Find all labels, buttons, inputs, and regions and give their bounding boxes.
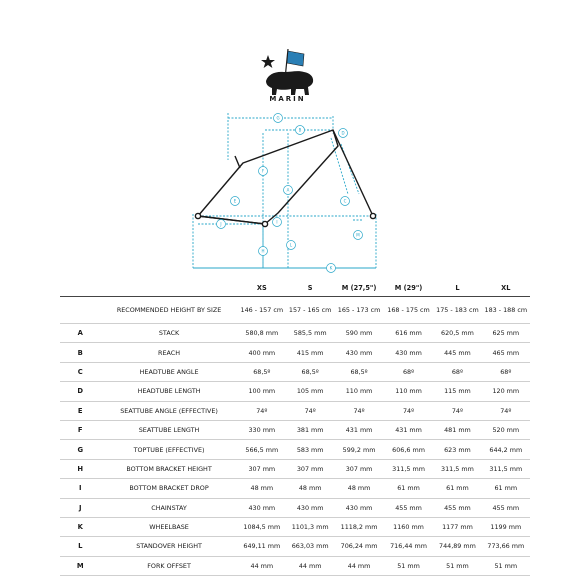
label-bubble-l: [287, 241, 296, 250]
label-bubble-d: [339, 129, 348, 138]
table-row: [60, 459, 530, 478]
cell-value: 74º: [433, 401, 481, 420]
bear-icon: [266, 71, 313, 95]
svg-text:C: C: [343, 198, 347, 204]
row-label: CHAINSTAY: [100, 498, 237, 517]
cell-value: 110 mm: [384, 382, 433, 401]
size-header: XL: [501, 284, 511, 292]
svg-text:H: H: [261, 248, 265, 254]
label-bubble-f: [259, 167, 268, 176]
cell-value: 1118,2 mm: [334, 517, 383, 536]
row-code: E: [60, 401, 100, 420]
label-bubble-a: [284, 186, 293, 195]
cell-value: 68,5º: [334, 362, 383, 381]
label-bubble-c: [341, 197, 350, 206]
cell-value: 430 mm: [384, 343, 433, 362]
star-icon: [261, 55, 275, 68]
cell-value: 165 - 173 cm: [334, 297, 383, 324]
table-row: [60, 556, 530, 575]
cell-value: 48 mm: [286, 479, 334, 498]
table-row: [60, 401, 530, 420]
cell-value: 74º: [334, 401, 383, 420]
row-label: HEADTUBE LENGTH: [100, 382, 237, 401]
cell-value: 74º: [384, 401, 433, 420]
size-header: M (29"): [394, 284, 423, 292]
row-label: SEATTUBE LENGTH: [100, 420, 237, 439]
cell-value: 599,2 mm: [334, 440, 383, 459]
cell-value: 430 mm: [334, 343, 383, 362]
row-label: BOTTOM BRACKET HEIGHT: [100, 459, 237, 478]
row-code: C: [60, 362, 100, 381]
row-label: SEATTUBE ANGLE (EFFECTIVE): [100, 401, 237, 420]
table-row: [60, 517, 530, 536]
cell-value: 623 mm: [433, 440, 481, 459]
label-bubble-g: [274, 114, 283, 123]
row-label: BOTTOM BRACKET DROP: [100, 479, 237, 498]
table-row: [60, 362, 530, 381]
cell-value: 590 mm: [334, 324, 383, 343]
cell-value: 68º: [384, 362, 433, 381]
svg-text:G: G: [276, 115, 280, 121]
cell-value: 183 - 188 cm: [482, 297, 530, 324]
size-header-row: [60, 280, 530, 297]
cell-value: 415 mm: [286, 343, 334, 362]
cell-value: 74º: [482, 401, 530, 420]
cell-value: 566,5 mm: [238, 440, 286, 459]
row-label: FORK OFFSET: [100, 556, 237, 575]
cell-value: 580,8 mm: [238, 324, 286, 343]
svg-text:F: F: [261, 168, 265, 174]
cell-value: 311,5 mm: [384, 459, 433, 478]
size-header: M (27,5"): [341, 284, 377, 292]
row-code: K: [60, 517, 100, 536]
cell-value: 51 mm: [433, 556, 481, 575]
cell-value: 51 mm: [384, 556, 433, 575]
cell-value: 455 mm: [384, 498, 433, 517]
cell-value: 620,5 mm: [433, 324, 481, 343]
table-row: [60, 440, 530, 459]
cell-value: 1199 mm: [482, 517, 530, 536]
brand-name: MARIN: [269, 95, 306, 103]
size-header: XS: [256, 284, 267, 292]
row-code: A: [60, 324, 100, 343]
row-code: L: [60, 537, 100, 556]
label-bubble-h: [259, 247, 268, 256]
cell-value: 649,11 mm: [238, 537, 286, 556]
cell-value: 68º: [482, 362, 530, 381]
cell-value: 51 mm: [482, 556, 530, 575]
cell-value: 583 mm: [286, 440, 334, 459]
cell-value: 616 mm: [384, 324, 433, 343]
cell-value: 465 mm: [482, 343, 530, 362]
label-bubble-b: [296, 126, 305, 135]
cell-value: 744,89 mm: [433, 537, 481, 556]
svg-text:I: I: [276, 219, 278, 225]
label-bubble-k: [327, 264, 336, 273]
cell-value: 307 mm: [238, 459, 286, 478]
label-bubble-i: [273, 218, 282, 227]
svg-text:K: K: [329, 265, 333, 271]
cell-value: 120 mm: [482, 382, 530, 401]
cell-value: 585,5 mm: [286, 324, 334, 343]
row-label: STACK: [100, 324, 237, 343]
cell-value: 606,6 mm: [384, 440, 433, 459]
cell-value: 1160 mm: [384, 517, 433, 536]
cell-value: 311,5 mm: [433, 459, 481, 478]
cell-value: 773,66 mm: [482, 537, 530, 556]
cell-value: 430 mm: [334, 498, 383, 517]
svg-text:M: M: [356, 232, 360, 238]
row-label: TOPTUBE (EFFECTIVE): [100, 440, 237, 459]
row-label: HEADTUBE ANGLE: [100, 362, 237, 381]
row-code: H: [60, 459, 100, 478]
cell-value: 61 mm: [433, 479, 481, 498]
cell-value: 431 mm: [384, 420, 433, 439]
cell-value: 1084,5 mm: [238, 517, 286, 536]
cell-value: 48 mm: [334, 479, 383, 498]
row-code: G: [60, 440, 100, 459]
svg-text:L: L: [289, 242, 293, 248]
row-label: REACH: [100, 343, 237, 362]
cell-value: 61 mm: [384, 479, 433, 498]
svg-text:B: B: [298, 127, 302, 133]
cell-value: 644,2 mm: [482, 440, 530, 459]
cell-value: 74º: [238, 401, 286, 420]
table-row: [60, 343, 530, 362]
cell-value: 115 mm: [433, 382, 481, 401]
cell-value: 307 mm: [286, 459, 334, 478]
row-label: RECOMMENDED HEIGHT BY SIZE: [100, 297, 237, 324]
label-bubble-j: [217, 220, 226, 229]
svg-text:J: J: [220, 221, 222, 227]
cell-value: 381 mm: [286, 420, 334, 439]
cell-value: 455 mm: [482, 498, 530, 517]
cell-value: 100 mm: [238, 382, 286, 401]
cell-value: 663,03 mm: [286, 537, 334, 556]
cell-value: 68º: [433, 362, 481, 381]
cell-value: 430 mm: [238, 498, 286, 517]
cell-value: 48 mm: [238, 479, 286, 498]
cell-value: 68,5º: [238, 362, 286, 381]
svg-text:A: A: [286, 187, 290, 193]
cell-value: 445 mm: [433, 343, 481, 362]
cell-value: 105 mm: [286, 382, 334, 401]
cell-value: 168 - 175 cm: [384, 297, 433, 324]
cell-value: 307 mm: [334, 459, 383, 478]
cell-value: 44 mm: [334, 556, 383, 575]
recommended-height-row: [60, 297, 530, 324]
size-header: S: [307, 284, 313, 292]
cell-value: 146 - 157 cm: [238, 297, 286, 324]
table-row: [60, 537, 530, 556]
table-row: [60, 382, 530, 401]
geometry-table: [60, 280, 530, 576]
geometry-diagram: [183, 108, 393, 278]
row-code: D: [60, 382, 100, 401]
svg-text:E: E: [233, 198, 237, 204]
cell-value: 431 mm: [334, 420, 383, 439]
row-code: J: [60, 498, 100, 517]
row-label: WHEELBASE: [100, 517, 237, 536]
row-code: I: [60, 479, 100, 498]
cell-value: 68,5º: [286, 362, 334, 381]
label-bubble-m: [354, 231, 363, 240]
cell-value: 157 - 165 cm: [286, 297, 334, 324]
cell-value: 400 mm: [238, 343, 286, 362]
cell-value: 74º: [286, 401, 334, 420]
cell-value: 330 mm: [238, 420, 286, 439]
row-label: STANDOVER HEIGHT: [100, 537, 237, 556]
cell-value: 455 mm: [433, 498, 481, 517]
flag-icon: [287, 51, 304, 66]
cell-value: 110 mm: [334, 382, 383, 401]
table-row: [60, 324, 530, 343]
cell-value: 520 mm: [482, 420, 530, 439]
cell-value: 44 mm: [238, 556, 286, 575]
row-code: F: [60, 420, 100, 439]
cell-value: 706,24 mm: [334, 537, 383, 556]
row-code: B: [60, 343, 100, 362]
row-code: M: [60, 556, 100, 575]
cell-value: 175 - 183 cm: [433, 297, 481, 324]
cell-value: 44 mm: [286, 556, 334, 575]
cell-value: 430 mm: [286, 498, 334, 517]
size-header: L: [455, 284, 460, 292]
bike-frame: [195, 127, 375, 227]
table-row: [60, 498, 530, 517]
cell-value: 61 mm: [482, 479, 530, 498]
table-row: [60, 420, 530, 439]
cell-value: 625 mm: [482, 324, 530, 343]
cell-value: 716,44 mm: [384, 537, 433, 556]
cell-value: 311,5 mm: [482, 459, 530, 478]
label-bubble-e: [231, 197, 240, 206]
cell-value: 1101,3 mm: [286, 517, 334, 536]
cell-value: 481 mm: [433, 420, 481, 439]
cell-value: 1177 mm: [433, 517, 481, 536]
table-row: [60, 479, 530, 498]
svg-text:D: D: [341, 130, 345, 136]
